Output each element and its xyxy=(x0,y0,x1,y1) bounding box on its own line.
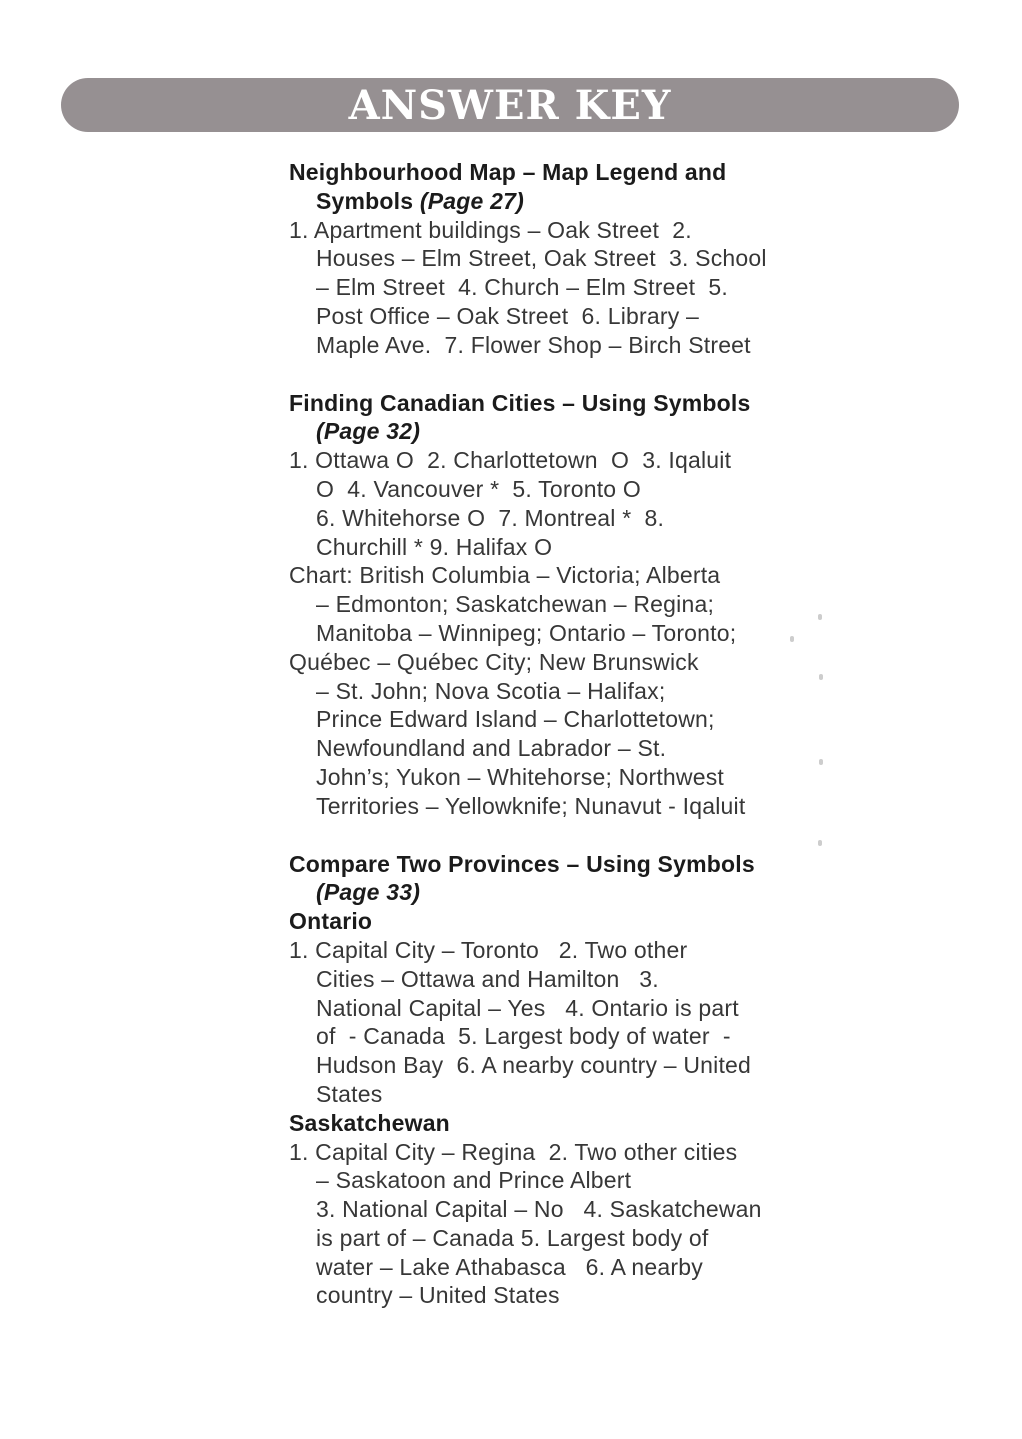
text-segment: Territories – Yellowknife; Nunavut - Iqaluit xyxy=(316,792,746,819)
text-line xyxy=(289,590,889,619)
text-line xyxy=(289,705,889,734)
text-line xyxy=(289,446,889,475)
text-line xyxy=(289,1195,889,1224)
text-segment: (Page 32) xyxy=(316,418,421,445)
text-segment: 6. Whitehorse O 7. Montreal * 8. xyxy=(316,504,665,531)
text-segment: – St. John; Nova Scotia – Halifax; xyxy=(316,677,666,704)
text-line xyxy=(289,504,889,533)
text-segment: is part of – Canada 5. Largest body of xyxy=(316,1224,709,1251)
text-segment: Québec – Québec City; New Brunswick xyxy=(289,648,699,675)
text-segment: Prince Edward Island – Charlottetown; xyxy=(316,706,715,733)
text-segment: Neighbourhood Map – Map Legend and xyxy=(289,159,727,185)
text-line xyxy=(289,619,889,648)
text-line xyxy=(289,1224,889,1253)
text-line xyxy=(289,389,889,418)
scan-artifact xyxy=(819,674,823,680)
text-line xyxy=(289,1051,889,1080)
text-line xyxy=(289,561,889,590)
text-line xyxy=(289,475,889,504)
text-line xyxy=(289,1253,889,1282)
text-segment: 1. Ottawa O 2. Charlottetown O 3. Iqaluit xyxy=(289,447,732,474)
text-segment: O 4. Vancouver * 5. Toronto O xyxy=(316,475,641,502)
text-segment: Manitoba – Winnipeg; Ontario – Toronto; xyxy=(316,619,737,646)
text-segment: Cities – Ottawa and Hamilton 3. xyxy=(316,965,659,992)
text-segment: Chart: British Columbia – Victoria; Alberta xyxy=(289,562,721,589)
text-line xyxy=(289,1109,889,1138)
text-segment: Houses – Elm Street, Oak Street 3. School xyxy=(316,245,767,272)
text-line xyxy=(289,648,889,677)
text-line xyxy=(289,994,889,1023)
text-line xyxy=(289,907,889,936)
text-segment: States xyxy=(316,1080,383,1107)
text-segment: Symbols xyxy=(316,187,420,214)
text-line xyxy=(289,1022,889,1051)
text-line xyxy=(289,763,889,792)
section-neighbourhood-map xyxy=(289,158,889,360)
text-line xyxy=(289,734,889,763)
section-finding-canadian-cities xyxy=(289,389,889,821)
text-segment: Hudson Bay 6. A nearby country – United xyxy=(316,1052,752,1079)
text-segment: – Edmonton; Saskatchewan – Regina; xyxy=(316,591,715,618)
scan-artifact xyxy=(818,614,822,620)
text-segment: Saskatchewan xyxy=(289,1109,450,1136)
text-segment: Finding Canadian Cities – Using Symbols xyxy=(289,389,751,416)
text-segment: Churchill * 9. Halifax O xyxy=(316,533,553,560)
text-segment: 1. Capital City – Toronto 2. Two other xyxy=(289,936,688,963)
answer-key-banner xyxy=(61,78,959,132)
text-line xyxy=(289,273,889,302)
text-segment: 1. Apartment buildings – Oak Street 2. xyxy=(289,216,692,243)
text-line xyxy=(289,1166,889,1195)
text-line xyxy=(289,677,889,706)
text-segment: (Page 33) xyxy=(316,879,421,906)
text-segment: – Elm Street 4. Church – Elm Street 5. xyxy=(316,274,728,301)
text-line xyxy=(289,216,889,245)
text-segment: 3. National Capital – No 4. Saskatchewan xyxy=(316,1196,762,1223)
scan-artifact xyxy=(790,636,794,642)
text-line xyxy=(289,792,889,821)
text-segment: of - Canada 5. Largest body of water - xyxy=(316,1023,731,1050)
text-line xyxy=(289,965,889,994)
text-segment: 1. Capital City – Regina 2. Two other cities xyxy=(289,1138,738,1165)
text-line xyxy=(289,158,889,187)
text-segment: – Saskatoon and Prince Albert xyxy=(316,1167,632,1194)
text-segment: water – Lake Athabasca 6. A nearby xyxy=(316,1253,703,1280)
text-segment: National Capital – Yes 4. Ontario is part xyxy=(316,994,739,1021)
text-line xyxy=(289,936,889,965)
text-line xyxy=(289,1138,889,1167)
text-segment: Newfoundland and Labrador – St. xyxy=(316,735,667,762)
text-line xyxy=(289,244,889,273)
text-segment: John’s; Yukon – Whitehorse; Northwest xyxy=(316,763,724,790)
section-compare-two-provinces xyxy=(289,850,889,1311)
text-segment: Maple Ave. 7. Flower Shop – Birch Street xyxy=(316,331,751,358)
text-segment: country – United States xyxy=(316,1282,560,1309)
text-line xyxy=(289,187,889,216)
text-segment: Post Office – Oak Street 6. Library – xyxy=(316,302,700,329)
text-segment: Compare Two Provinces – Using Symbols xyxy=(289,850,755,877)
text-line xyxy=(289,878,889,907)
text-line xyxy=(289,1281,889,1310)
text-line xyxy=(289,850,889,879)
banner-title: ANSWER KEY xyxy=(348,82,672,129)
scan-artifact xyxy=(819,759,823,765)
text-segment: (Page 27) xyxy=(419,187,524,214)
text-line xyxy=(289,331,889,360)
text-line xyxy=(289,1080,889,1109)
text-line xyxy=(289,302,889,331)
text-line xyxy=(289,533,889,562)
text-line xyxy=(289,417,889,446)
scan-artifact xyxy=(818,840,822,846)
answer-key-content xyxy=(289,158,889,1310)
text-segment: Ontario xyxy=(289,908,373,935)
